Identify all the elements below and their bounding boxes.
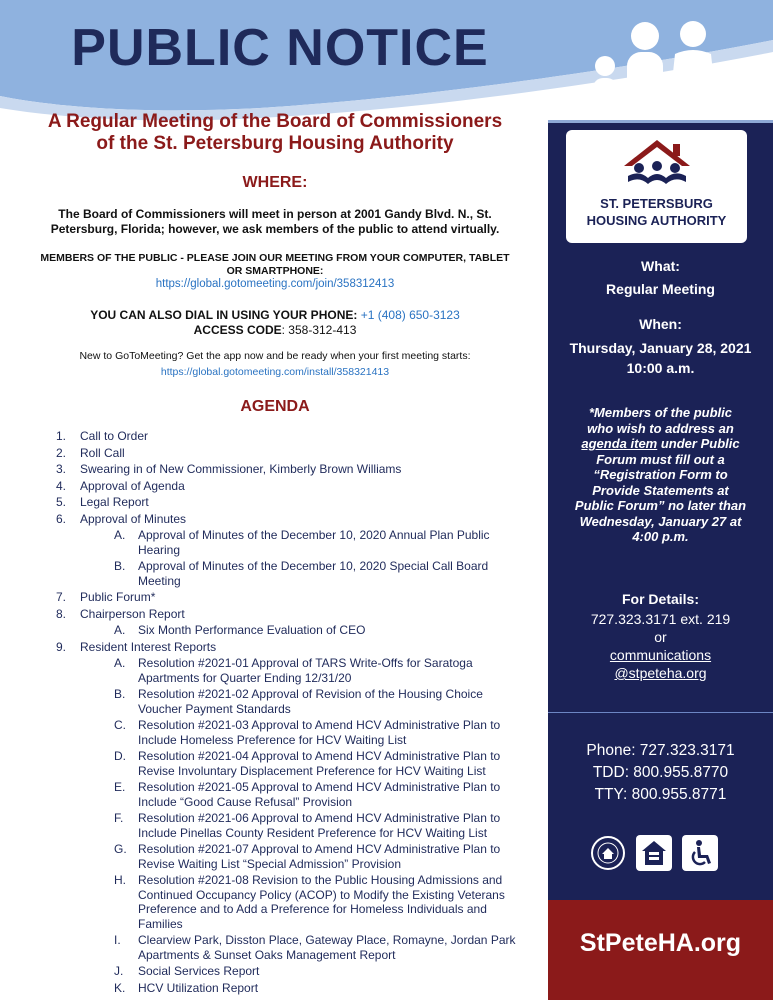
agenda-item-text: Revise Waiting List “Special Admission” Provision xyxy=(138,856,401,871)
dial-in-text: YOU CAN ALSO DIAL IN USING YOUR PHONE: +1 (408) 650-3123 ACCESS CODE: 358-312-413 xyxy=(90,308,460,337)
agenda-item-number: B. xyxy=(114,687,126,701)
email-link[interactable]: communications xyxy=(609,647,712,663)
agenda-item-text: Legal Report xyxy=(80,495,149,509)
agenda-item-number: K. xyxy=(114,980,126,995)
where-heading: WHERE: xyxy=(242,174,308,191)
compliance-icons xyxy=(590,835,740,875)
agenda-item-text: Six Month Performance Evaluation of CEO xyxy=(138,623,366,637)
agenda-item-text: Include “Good Cause Refusal” Provision xyxy=(138,794,353,809)
agenda-item-text: Roll Call xyxy=(80,445,125,460)
contact-phones: Phone: 727.323.3171 TDD: 800.955.8770 TTY: 800.955.8771 xyxy=(586,742,735,803)
agenda-item-number: A. xyxy=(114,656,126,670)
agenda-item-text: Approval of Minutes of the December 10, 2020 Annual Plan Public xyxy=(138,528,490,542)
footer-website xyxy=(548,900,773,1000)
agenda-item-number: 6. xyxy=(56,511,67,526)
agenda-item-number: 3. xyxy=(56,462,67,476)
agenda-item-text: Swearing in of New Commissioner, Kimberly Brown Williams xyxy=(80,462,402,476)
agenda-item-text: Resolution #2021-07 Approval to Amend HCV Administrative Plan to xyxy=(138,842,501,856)
agenda-item-number: I. xyxy=(114,933,121,947)
family-silhouette-icon xyxy=(565,14,765,136)
house-logo-icon xyxy=(618,136,696,192)
agenda-item-text: Families xyxy=(138,916,183,931)
website-link[interactable]: StPeteHA.org xyxy=(579,929,742,957)
install-link[interactable]: https://global.gotomeeting.com/install/358321413 xyxy=(160,366,390,378)
accessibility-icon xyxy=(682,835,718,871)
agenda-item-text: Resident Interest Reports xyxy=(80,639,217,654)
agenda-item-number: 9. xyxy=(56,639,67,654)
agenda-item-text: Revise Involuntary Displacement Preference for HCV Waiting List xyxy=(138,763,486,778)
agenda-item-text: Include Pinellas County Resident Preference for HCV Waiting List xyxy=(138,825,488,840)
join-link[interactable]: https://global.gotomeeting.com/join/358312413 xyxy=(155,278,395,290)
agenda-item-link[interactable]: agenda item xyxy=(581,436,658,451)
agenda-item-number: 5. xyxy=(56,495,67,509)
details-section: For Details: 727.323.3171 ext. 219 or communications @stpeteha.org xyxy=(548,590,773,682)
app-text: New to GoToMeeting? Get the app now and be ready when your first meeting starts: https://global.gotomeeting.com/install/358321413 xyxy=(20,348,530,380)
agenda-item-number: B. xyxy=(114,559,126,573)
access-code: : 358-312-413 xyxy=(281,323,357,337)
agenda-item-text: Hearing xyxy=(138,542,181,557)
agenda-item-text: Resolution #2021-08 Revision to the Public Housing Admissions and xyxy=(138,873,503,887)
logo: ST. PETERSBURG HOUSING AUTHORITY xyxy=(566,130,747,243)
agenda-item-number: J. xyxy=(114,964,124,978)
agenda-item-number: D. xyxy=(114,749,126,763)
agenda-item-number: 2. xyxy=(56,445,67,460)
agenda-item-text: Continued Occupancy Policy (ACOP) to Modify the Existing Veterans xyxy=(138,887,505,902)
agenda-item-text: Resolution #2021-05 Approval to Amend HCV Administrative Plan to xyxy=(138,780,501,794)
agenda-item-text: Social Services Report xyxy=(138,964,260,978)
agenda-item-number: F. xyxy=(114,811,124,825)
agenda-heading: AGENDA xyxy=(240,398,310,415)
details-phone: 727.323.3171 ext. 219 xyxy=(590,611,731,627)
agenda-item-number: 8. xyxy=(56,606,67,621)
agenda-item-text: Include Homeless Preference for HCV Waiting List xyxy=(138,732,407,747)
agenda-item-text: Approval of Minutes of the December 10, 2020 Special Call Board xyxy=(138,559,489,573)
agenda-item-text: Resolution #2021-01 Approval of TARS Write-Offs for Saratoga xyxy=(138,656,473,670)
equal-housing-icon xyxy=(636,835,672,871)
agenda-item-number: 7. xyxy=(56,590,67,604)
agenda-item-text: Resolution #2021-06 Approval to Amend HCV Administrative Plan to xyxy=(138,811,501,825)
sidebar-divider xyxy=(548,712,773,713)
agenda-item-text: Approval of Agenda xyxy=(80,478,185,493)
location-text: The Board of Commissioners will meet in person at 2001 Gandy Blvd. N., St. Petersburg, Florida; however, we ask members of the public to attend virtually. xyxy=(50,207,500,236)
when-section: When: Thursday, January 28, 2021 10:00 a.m. xyxy=(569,316,752,376)
page-title: PUBLIC NOTICE xyxy=(71,19,489,77)
agenda-item-text: HCV Utilization Report xyxy=(138,980,259,995)
agenda-item-text: Apartments for Quarter Ending 12/31/20 xyxy=(138,670,352,685)
hud-seal-icon xyxy=(590,835,626,871)
public-forum-note: *Members of the public who wish to address an agenda item under Public Forum must fill out a “Registration Form to Provide Statements at Public Forum” no later than Wednesday, January 27 at 4:00 p.m. xyxy=(574,405,747,544)
agenda-item-number: C. xyxy=(114,718,126,732)
dial-number[interactable]: +1 (408) 650-3123 xyxy=(360,308,460,322)
agenda-item-text: Public Forum* xyxy=(80,590,156,604)
agenda-item-text: Chairperson Report xyxy=(80,606,185,621)
agenda-item-text: Call to Order xyxy=(80,429,149,443)
agenda-item-text: Approval of Minutes xyxy=(80,511,187,526)
agenda-item-text: Voucher Payment Standards xyxy=(138,701,291,716)
agenda-item-text: Resolution #2021-03 Approval to Amend HCV Administrative Plan to xyxy=(138,718,501,732)
agenda-item-number: A. xyxy=(114,623,126,637)
agenda-item-text: Resolution #2021-02 Approval of Revision of the Housing Choice xyxy=(138,687,483,701)
agenda-item-text: Clearview Park, Disston Place, Gateway Place, Romayne, Jordan Park xyxy=(138,933,516,947)
agenda-item-number: 1. xyxy=(56,429,67,443)
agenda-item-number: H. xyxy=(114,873,126,887)
what-section: What: Regular Meeting xyxy=(606,258,715,297)
agenda-item-text: Apartments & Sunset Oaks Management Report xyxy=(138,947,396,962)
meeting-title: A Regular Meeting of the Board of Commissioners of the St. Petersburg Housing Authority xyxy=(47,111,503,154)
agenda-item-text: Resolution #2021-04 Approval to Amend HCV Administrative Plan to xyxy=(138,749,501,763)
agenda-item-number: A. xyxy=(114,528,126,542)
agenda-item-number: G. xyxy=(114,842,127,856)
agenda-item-number: E. xyxy=(114,780,126,794)
members-text: MEMBERS OF THE PUBLIC - PLEASE JOIN OUR MEETING FROM YOUR COMPUTER, TABLET OR SMARTPHONE: https://global.gotomeeting.com/join/358312413 xyxy=(20,252,530,291)
agenda-item-number: 4. xyxy=(56,478,67,493)
agenda-item-text: Preference and to Add a Preference for Homeless Individuals and xyxy=(138,902,487,916)
agenda-item-text: Meeting xyxy=(138,573,181,588)
